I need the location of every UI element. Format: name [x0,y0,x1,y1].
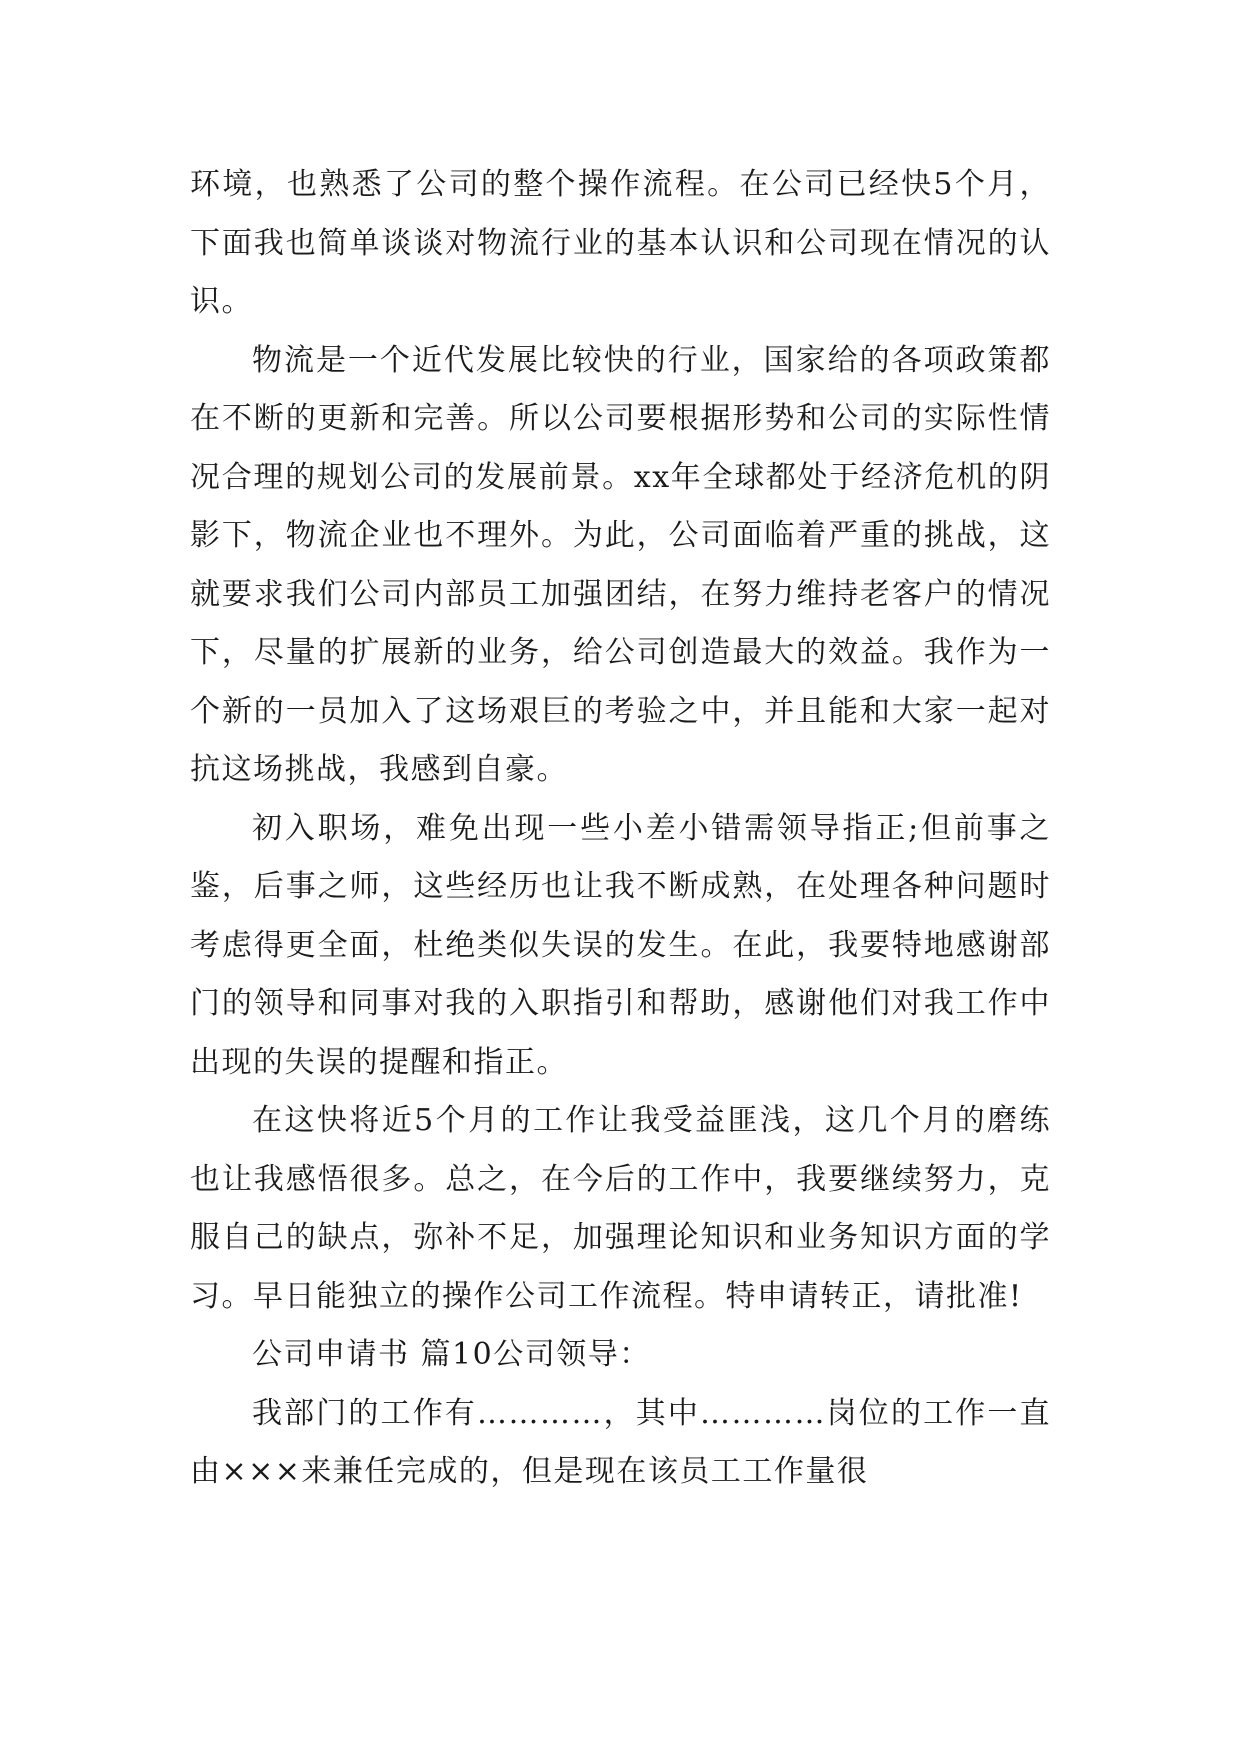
document-body [190,156,1051,1502]
paragraph-logistics-industry: 物流是一个近代发展比较快的行业，国家给的各项政策都在不断的更新和完善。所以公司要根据形势和公司的实际性情况合理的规划公司的发展前景。xx年全球都处于经济危机的阴影下，物流企业也不理外。为此，公司面临着严重的挑战，这就要求我们公司内部员工加强团结，在努力维持老客户的情况下，尽量的扩展新的业务，给公司创造最大的效益。我作为一个新的一员加入了这场艰巨的考验之中，并且能和大家一起对抗这场挑战，我感到自豪。 [190,342,1051,787]
section-heading: 公司申请书 篇10公司领导： [252,1337,651,1372]
paragraph-workplace-lessons: 初入职场，难免出现一些小差小错需领导指正;但前事之鉴，后事之师，这些经历也让我不断成熟，在处理各种问题时考虑得更全面，杜绝类似失误的发生。在此，我要特地感谢部门的领导和同事对我的入职指引和帮助，感谢他们对我工作中出现的失误的提醒和指正。 [190,810,1051,1080]
paragraph-conclusion: 在这快将近5个月的工作让我受益匪浅，这几个月的磨练也让我感悟很多。总之，在今后的工作中，我要继续努力，克服自己的缺点，弥补不足，加强理论知识和业务知识方面的学习。早日能独立的操作公司工作流程。特申请转正，请批准! [190,1103,1051,1314]
paragraph-continuation: 环境，也熟悉了公司的整个操作流程。在公司已经快5个月，下面我也简单谈谈对物流行业的基本认识和公司现在情况的认识。 [190,167,1051,319]
paragraph-department-work: 我部门的工作有…………，其中…………岗位的工作一直由×××来兼任完成的，但是现在该员工工作量很 [190,1395,1051,1489]
